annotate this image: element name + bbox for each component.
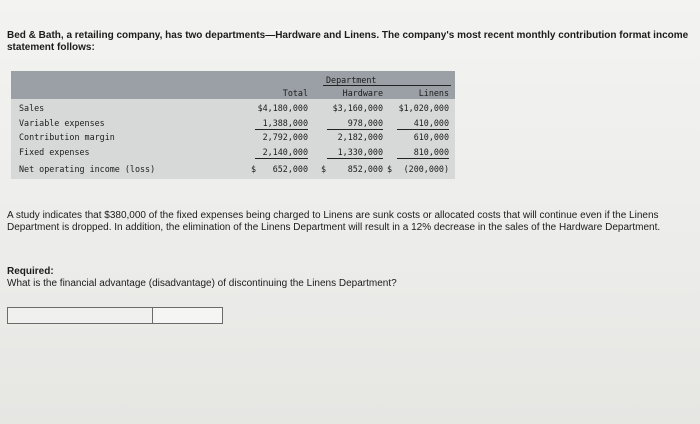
row-label-sales: Sales — [19, 103, 45, 113]
net-income-total-dollar: $ — [251, 164, 257, 174]
column-header-linens: Linens — [418, 88, 449, 98]
column-header-hardware: Hardware — [342, 88, 383, 98]
row-label-variable-expenses: Variable expenses — [19, 118, 105, 128]
row-label-contribution-margin: Contribution margin — [19, 132, 115, 142]
net-income-hardware-dollar: $ — [321, 164, 327, 174]
rule-total-2 — [255, 158, 308, 159]
rule-total-1 — [255, 129, 308, 130]
fixed-expenses-hardware: 1,330,000 — [337, 147, 383, 157]
row-label-net-operating-income: Net operating income (loss) — [19, 164, 156, 174]
study-paragraph: A study indicates that $380,000 of the fixed expenses being charged to Linens are sunk costs or allocated costs that will continue even if the Linens Department is dropped. In addition, the elimination of the Linens Department will result in a 12% decrease in the sales of the Hardware Department. — [7, 210, 661, 233]
fixed-expenses-linens: 810,000 — [413, 147, 449, 157]
rule-hardware-2 — [327, 158, 383, 159]
answer-row — [7, 307, 223, 324]
answer-amount-input[interactable] — [153, 308, 221, 323]
variable-expenses-linens: 410,000 — [413, 118, 449, 128]
contribution-margin-linens: 610,000 — [413, 132, 449, 142]
variable-expenses-hardware: 978,000 — [347, 118, 383, 128]
net-income-linens-dollar: $ — [387, 164, 393, 174]
question-text: What is the financial advantage (disadvantage) of discontinuing the Linens Department? — [7, 278, 397, 289]
sales-total: $4,180,000 — [257, 103, 308, 113]
variable-expenses-total: 1,388,000 — [262, 118, 308, 128]
rule-linens-2 — [397, 158, 449, 159]
department-header: Department — [326, 75, 377, 85]
fixed-expenses-total: 2,140,000 — [262, 147, 308, 157]
contribution-margin-hardware: 2,182,000 — [337, 132, 383, 142]
net-income-linens: (200,000) — [403, 164, 449, 174]
department-underline — [323, 85, 451, 86]
net-income-hardware: 852,000 — [347, 164, 383, 174]
rule-hardware-1 — [327, 129, 383, 130]
row-label-fixed-expenses: Fixed expenses — [19, 147, 90, 157]
rule-linens-1 — [397, 129, 449, 130]
income-statement-table — [11, 71, 455, 179]
sales-hardware: $3,160,000 — [332, 103, 383, 113]
net-income-total: 652,000 — [272, 164, 308, 174]
required-heading: Required: — [7, 266, 54, 277]
column-header-total: Total — [282, 88, 308, 98]
contribution-margin-total: 2,792,000 — [262, 132, 308, 142]
answer-label-field[interactable] — [8, 308, 153, 323]
problem-intro: Bed & Bath, a retailing company, has two departments—Hardware and Linens. The company's most recent monthly contribution format income statement follows: — [7, 30, 689, 53]
sales-linens: $1,020,000 — [398, 103, 449, 113]
